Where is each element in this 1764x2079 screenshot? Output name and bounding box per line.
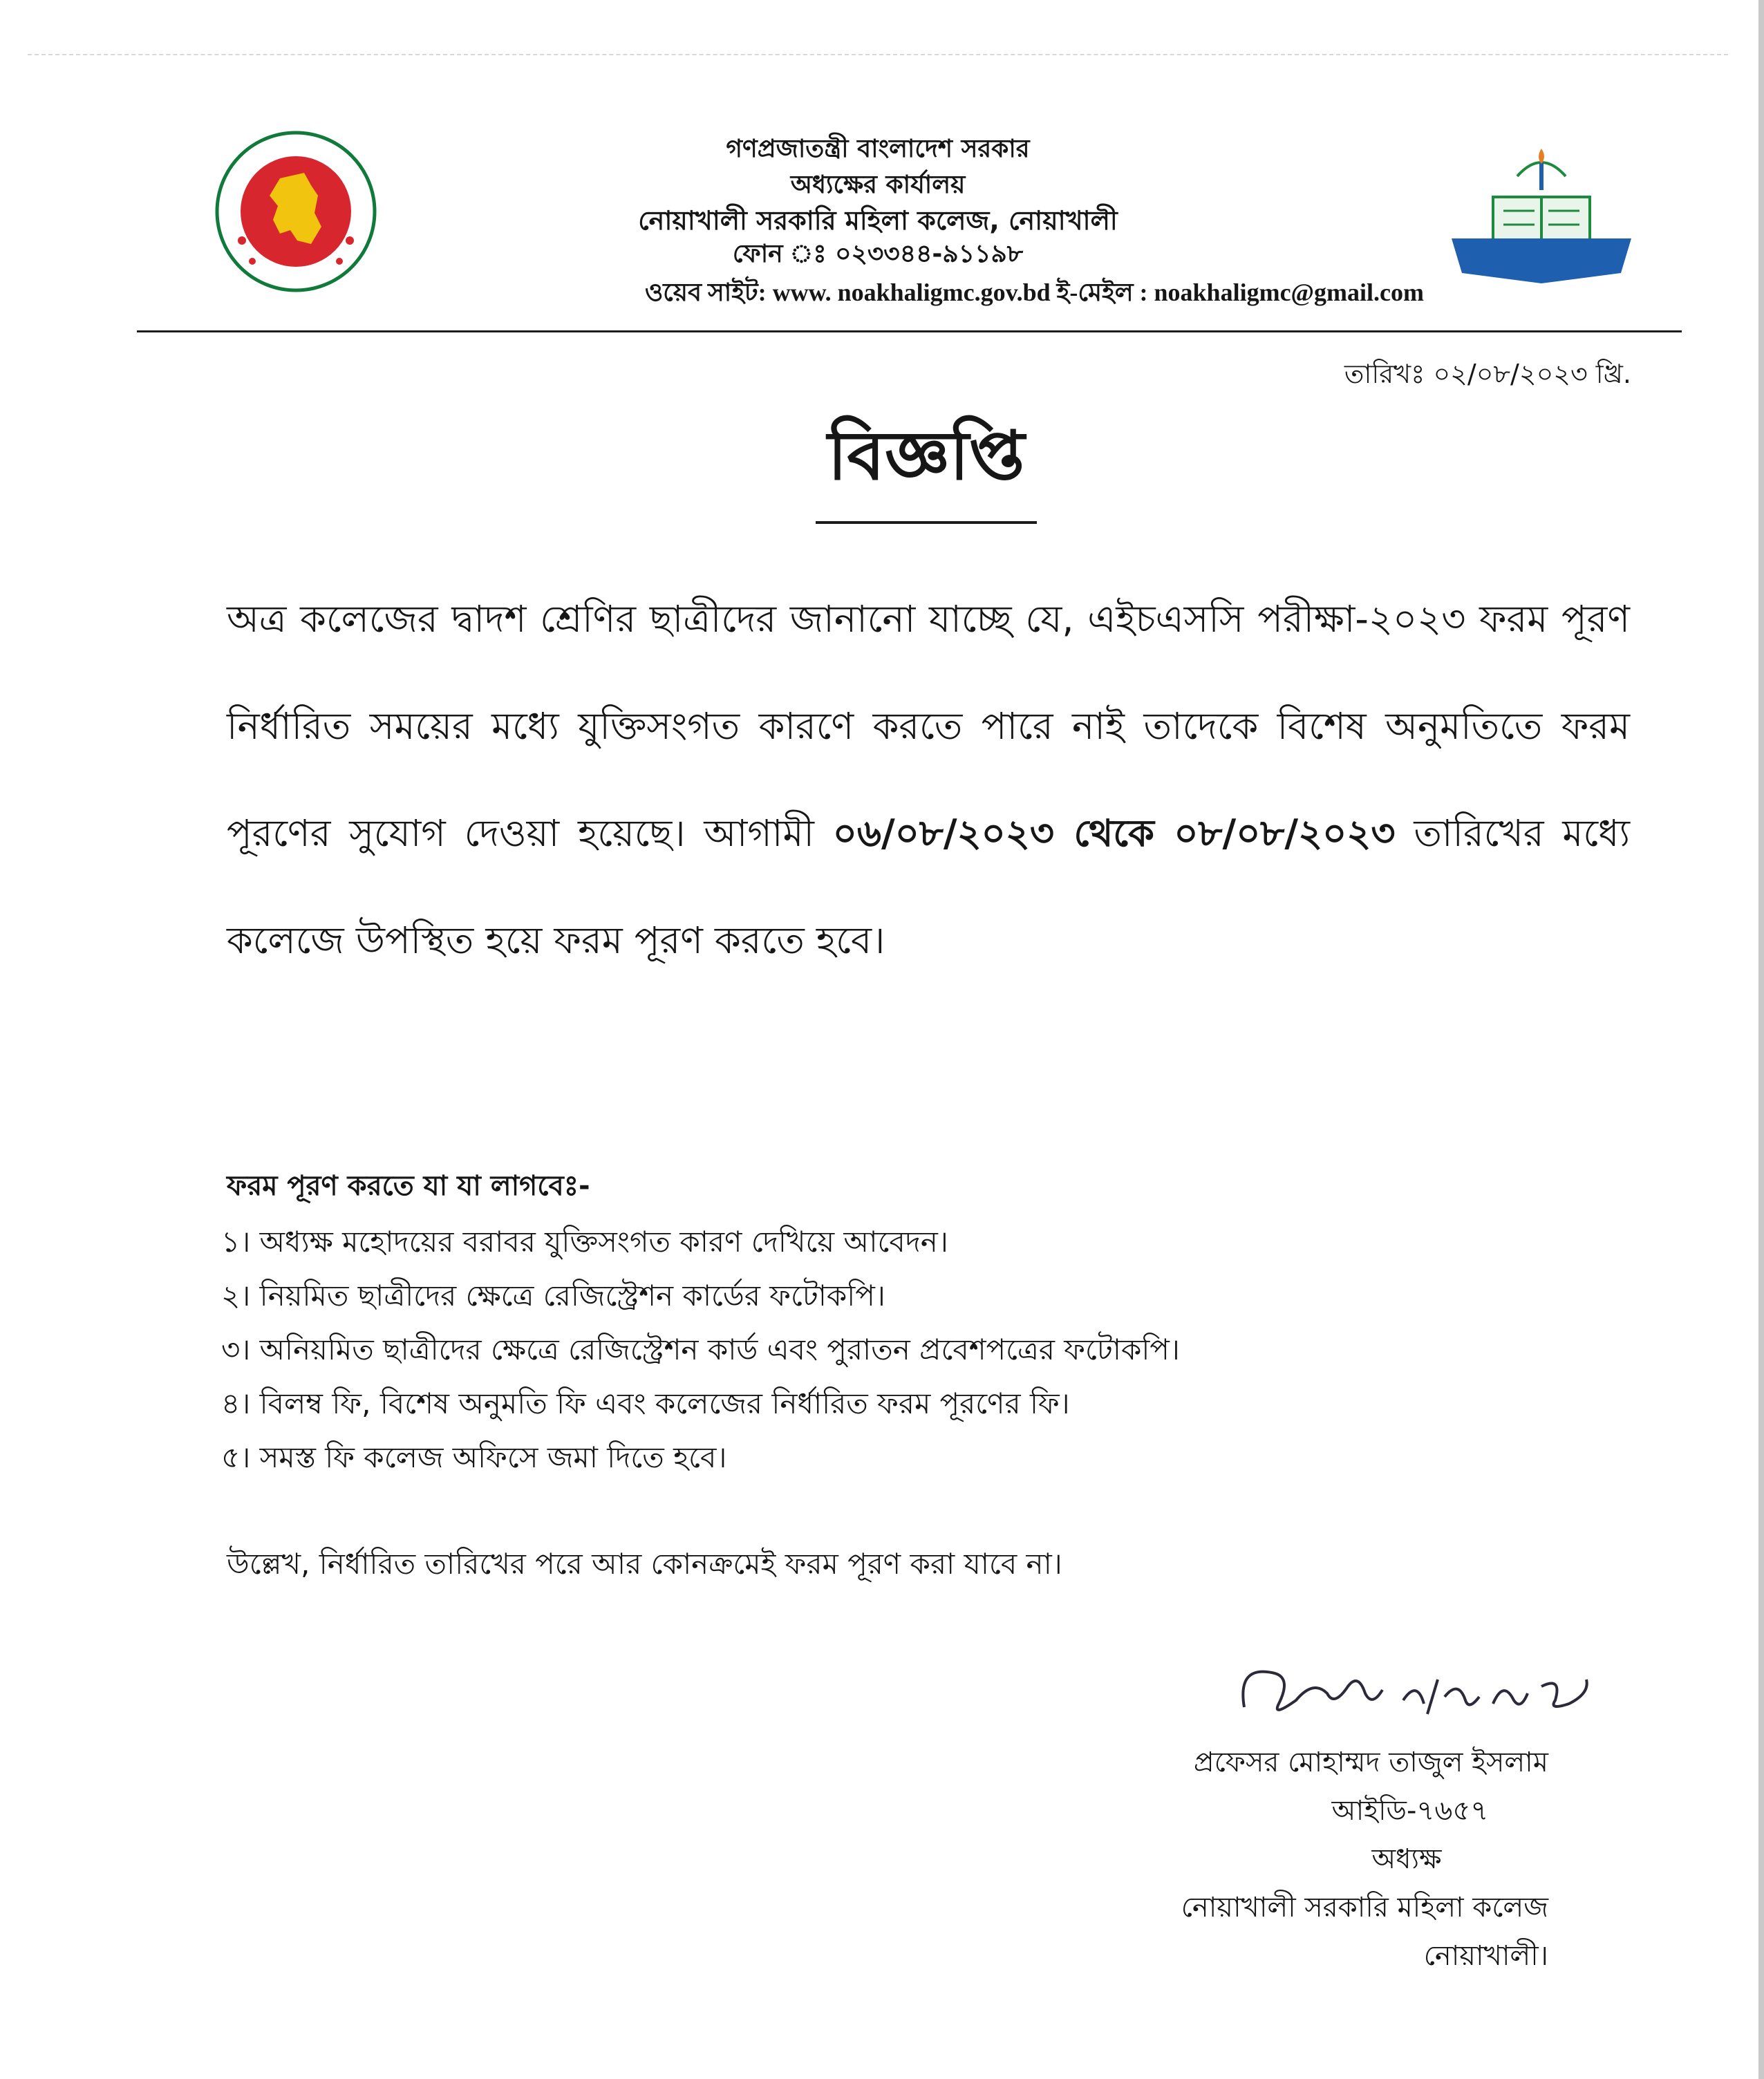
signatory-designation: অধ্যক্ষ: [1371, 1843, 1442, 1875]
scan-top-line: [28, 54, 1728, 55]
signatory-block: [1106, 1738, 1548, 1980]
signature-icon: [1230, 1638, 1617, 1735]
header-college: নোয়াখালী সরকারি মহিলা কলেজ, নোয়াখালী: [638, 205, 1118, 236]
header-office: অধ্যক্ষের কার্যালয়: [790, 171, 966, 199]
requirements-list: [221, 1215, 1180, 1485]
list-item: ২। নিয়মিত ছাত্রীদের ক্ষেত্রে রেজিস্ট্রেশন কার্ডের ফটোকপি।: [221, 1279, 885, 1313]
notice-body-part1: অত্র কলেজের দ্বাদশ শ্রেণির ছাত্রীদের জানানো যাচ্ছে যে, এইচএসসি পরীক্ষা-২০২৩ ফরম পূরণ নির্ধারিত সময়ের মধ্যে যুক্তিসংগত কারণে করতে পারে নাই তাদেকে বিশেষ অনুমতিতে ফরম পূরণের সুযোগ দেওয়া হয়েছে। আগামী: [227, 597, 1630, 855]
list-item: ৪। বিলম্ব ফি, বিশেষ অনুমতি ফি এবং কলেজের নির্ধারিত ফরম পূরণের ফি।: [221, 1386, 1070, 1420]
signatory-institution: নোয়াখালী সরকারি মহিলা কলেজ: [1181, 1892, 1548, 1923]
signatory-location: নোয়াখালী।: [1423, 1940, 1548, 1972]
notice-body-dates: ০৬/০৮/২০২৩ থেকে ০৮/০৮/২০২৩: [832, 811, 1396, 855]
list-item: ৩। অনিয়মিত ছাত্রীদের ক্ষেত্রে রেজিস্ট্রেশন কার্ড এবং পুরাতন প্রবেশপত্রের ফটোকপি।: [221, 1333, 1180, 1366]
requirements-heading: ফরম পূরণ করতে যা যা লাগবেঃ-: [227, 1170, 590, 1202]
notice-date: তারিখঃ ০২/০৮/২০২৩ খ্রি.: [1344, 359, 1631, 389]
list-item: ৫। সমস্ত ফি কলেজ অফিসে জমা দিতে হবে।: [221, 1440, 727, 1474]
header-phone: ফোন ঃ ০২৩৩৪৪-৯১১৯৮: [732, 240, 1024, 268]
closing-note: উল্লেখ, নির্ধারিত তারিখের পরে আর কোনক্রমেই ফরম পূরণ করা যাবে না।: [227, 1547, 1062, 1581]
scan-edge: [1758, 0, 1764, 2079]
header-divider: [137, 330, 1682, 332]
notice-body-part2: তারিখের মধ্যে কলেজে উপস্থিত হয়ে ফরম পূরণ করতে হবে।: [227, 811, 1631, 962]
signatory-id: আইডি-৭৬৫৭: [1331, 1795, 1489, 1827]
notice-title: বিজ্ঞপ্তি: [816, 404, 1037, 524]
signatory-name: প্রফেসর মোহাম্মদ তাজুল ইসলাম: [1193, 1747, 1548, 1778]
header-contact: ওয়েব সাইট: www. noakhaligmc.gov.bd ই-মেইল : noakhaligmc@gmail.com: [644, 279, 1424, 306]
notice-body: [227, 565, 1630, 994]
list-item: ১। অধ্যক্ষ মহোদয়ের বরাবর যুক্তিসংগত কারণ দেখিয়ে আবেদন।: [221, 1225, 948, 1259]
header-government: গণপ্রজাতন্ত্রী বাংলাদেশ সরকার: [726, 135, 1030, 163]
